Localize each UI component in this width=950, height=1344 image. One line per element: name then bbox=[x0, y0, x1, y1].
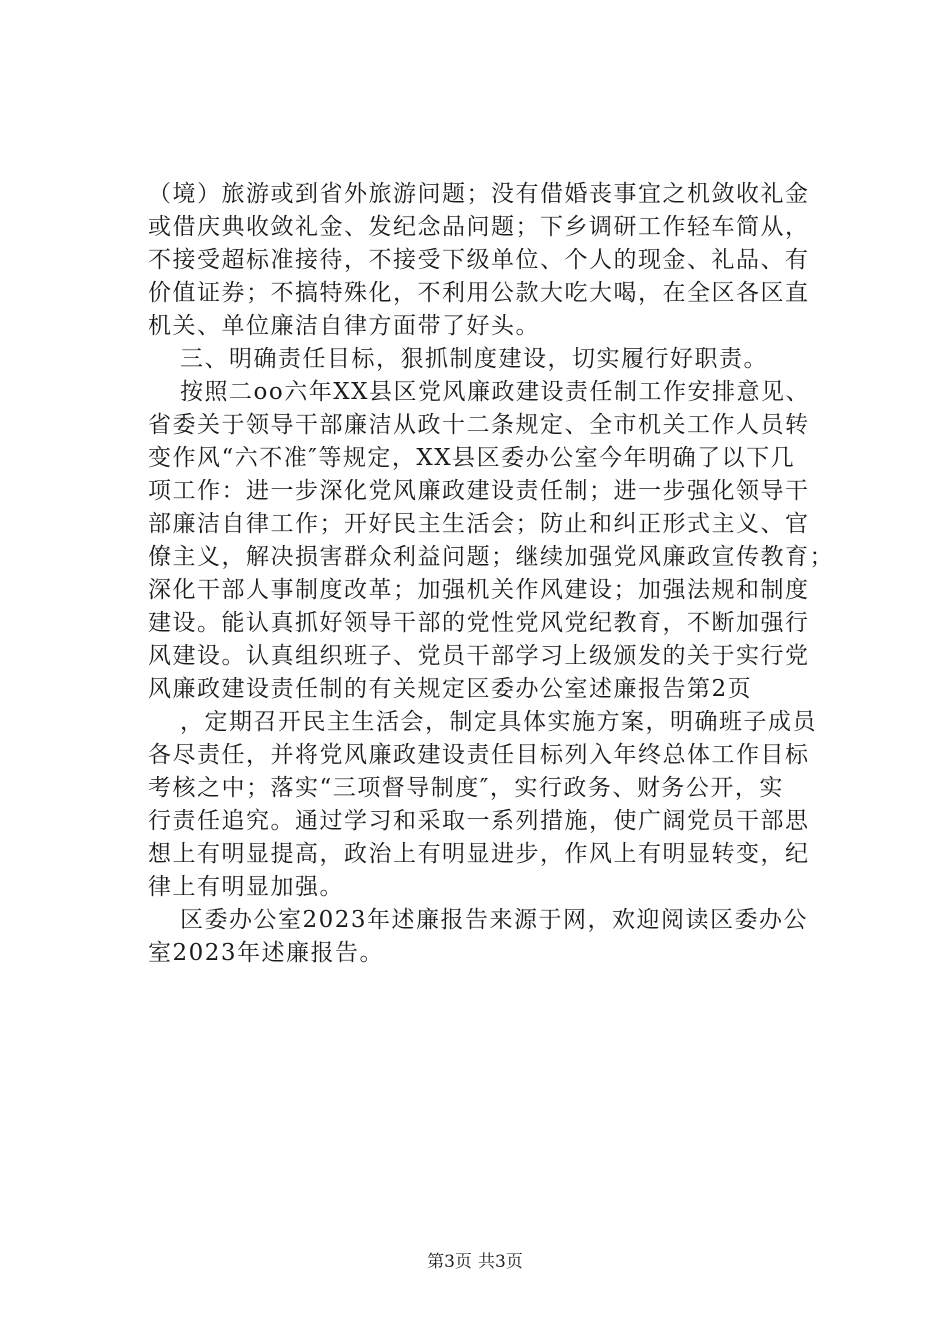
text-line: 律上有明显加强。 bbox=[148, 874, 344, 900]
text-line: 各尽责任，并将党风廉政建设责任目标列入年终总体工作目标 bbox=[148, 742, 810, 768]
page-number: 第3页 bbox=[427, 1252, 472, 1272]
text-line: 区委办公室2023年述廉报告来源于网，欢迎阅读区委办公 bbox=[180, 907, 809, 933]
text-line: 深化干部人事制度改革；加强机关作风建设；加强法规和制度 bbox=[148, 577, 810, 603]
text-line: 项工作：进一步深化党风廉政建设责任制；进一步强化领导干 bbox=[148, 478, 810, 504]
text-line: 按照二oo六年XX县区党风廉政建设责任制工作安排意见、 bbox=[180, 379, 810, 405]
text-line: 不接受超标准接待，不接受下级单位、个人的现金、礼品、有 bbox=[148, 247, 810, 273]
text-line: 价值证券；不搞特殊化，不利用公款大吃大喝，在全区各区直 bbox=[148, 280, 810, 306]
page-footer bbox=[0, 1250, 950, 1274]
text-line: 想上有明显提高，政治上有明显进步，作风上有明显转变，纪 bbox=[148, 841, 810, 867]
text-line: 部廉洁自律工作；开好民主生活会；防止和纠正形式主义、官 bbox=[148, 511, 810, 537]
text-line: （境）旅游或到省外旅游问题；没有借婚丧事宜之机敛收礼金 bbox=[148, 181, 810, 207]
text-line: 室2023年述廉报告。 bbox=[148, 940, 385, 966]
text-line: 行责任追究。通过学习和采取一系列措施，使广阔党员干部思 bbox=[148, 808, 810, 834]
page-total: 共3页 bbox=[478, 1252, 523, 1272]
text-line: 变作风“六不准″等规定，XX县区委办公室今年明确了以下几 bbox=[148, 445, 796, 471]
text-line: 省委关于领导干部廉洁从政十二条规定、全市机关工作人员转 bbox=[148, 412, 810, 438]
text-line: 或借庆典收敛礼金、发纪念品问题；下乡调研工作轻车简从， bbox=[148, 214, 810, 240]
text-line: 风廉政建设责任制的有关规定区委办公室述廉报告第2页 bbox=[148, 676, 753, 702]
text-line: 僚主义，解决损害群众利益问题；继续加强党风廉政宣传教育； bbox=[148, 544, 834, 570]
text-line: 风建设。认真组织班子、党员干部学习上级颁发的关于实行党 bbox=[148, 643, 810, 669]
text-line: 机关、单位廉洁自律方面带了好头。 bbox=[148, 313, 540, 339]
text-line: 考核之中；落实“三项督导制度″，实行政务、财务公开，实 bbox=[148, 775, 784, 801]
text-line: ，定期召开民主生活会，制定具体实施方案，明确班子成员 bbox=[180, 709, 817, 735]
section-heading: 三、明确责任目标，狠抓制度建设，切实履行好职责。 bbox=[180, 346, 768, 372]
text-line: 建设。能认真抓好领导干部的党性党风党纪教育，不断加强行 bbox=[148, 610, 810, 636]
